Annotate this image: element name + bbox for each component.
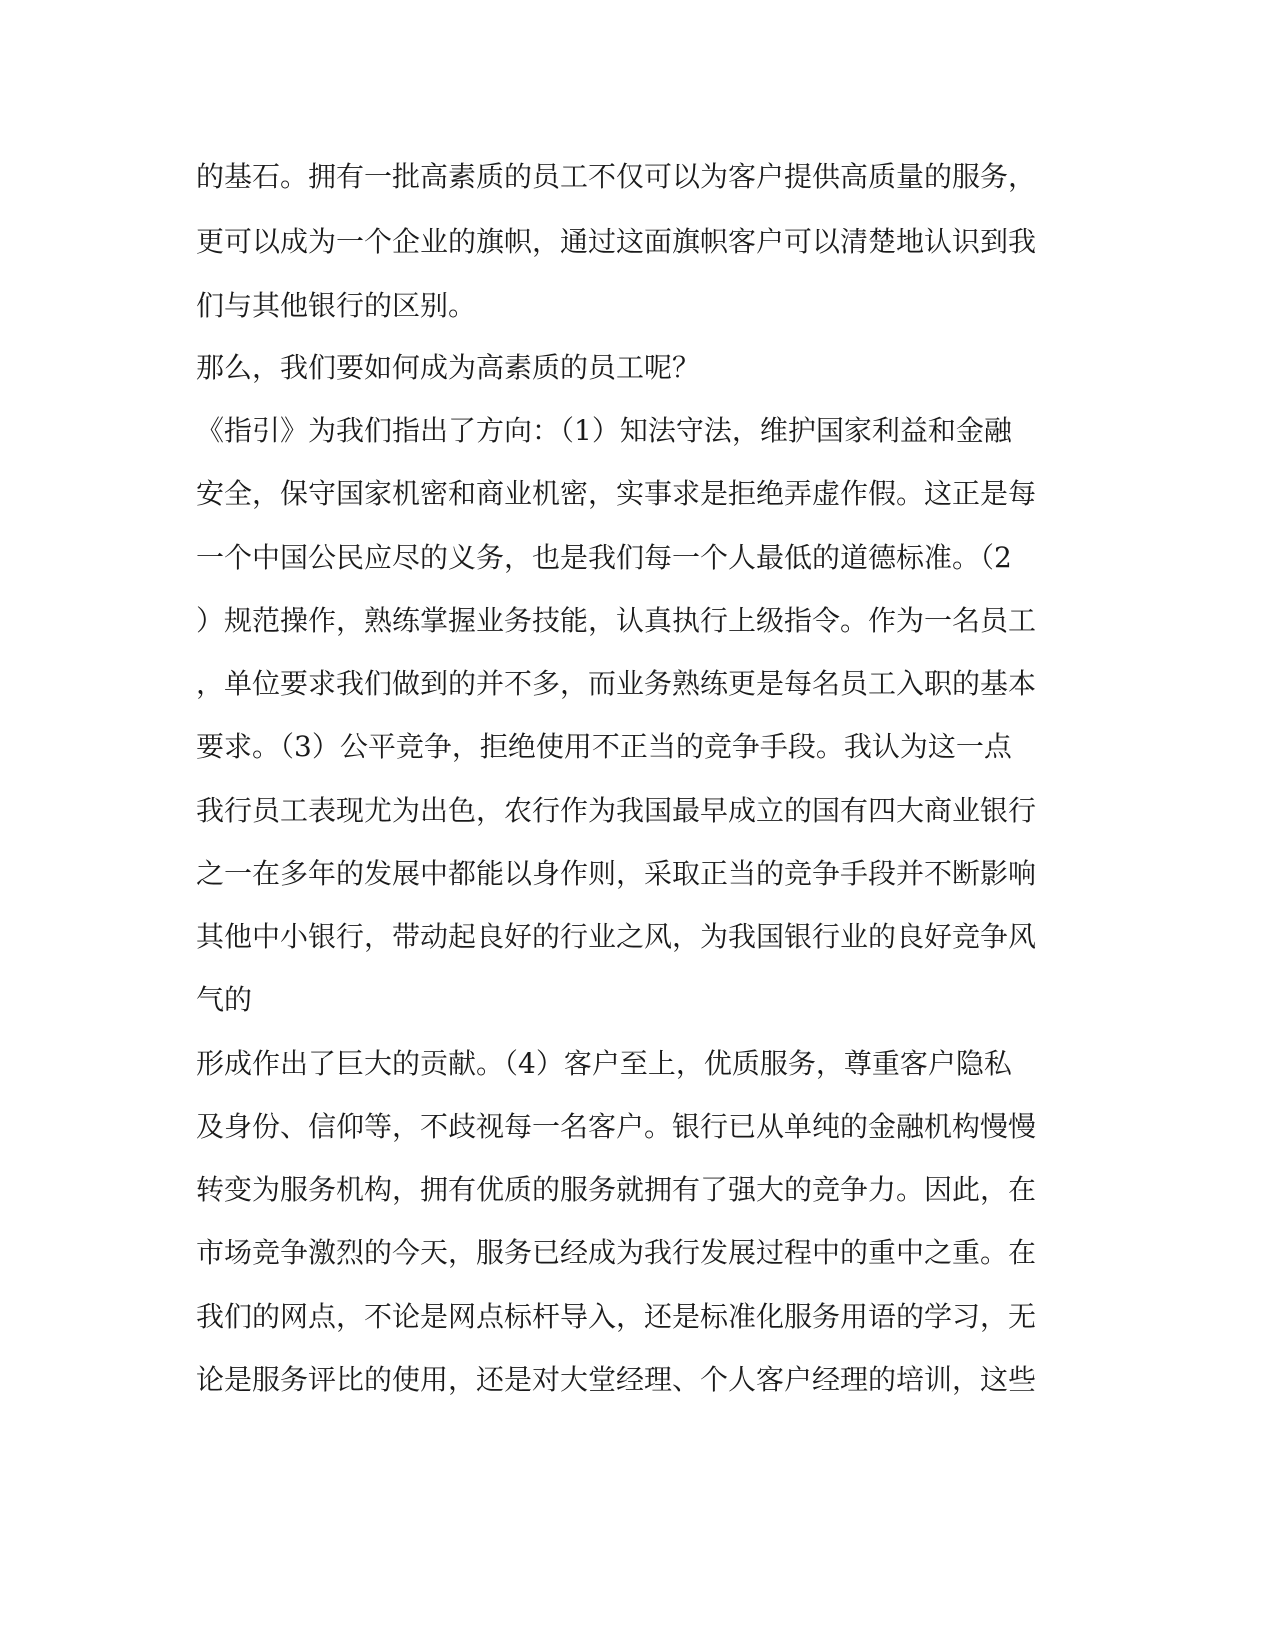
- text-line: 其他中小银行，带动起良好的行业之风，为我国银行业的良好竞争风: [196, 920, 1037, 953]
- text-line: 我行员工表现尤为出色，农行作为我国最早成立的国有四大商业银行: [196, 794, 1037, 827]
- text-line: 的基石。拥有一批高素质的员工不仅可以为客户提供高质量的服务，: [196, 160, 1037, 193]
- text-line: 一个中国公民应尽的义务，也是我们每一个人最低的道德标准。（2: [196, 541, 1012, 574]
- text-line: 及身份、信仰等，不歧视每一名客户。银行已从单纯的金融机构慢慢: [196, 1110, 1037, 1143]
- text-line: 要求。（3）公平竞争，拒绝使用不正当的竞争手段。我认为这一点: [196, 730, 1012, 763]
- text-line: 论是服务评比的使用，还是对大堂经理、个人客户经理的培训，这些: [196, 1363, 1037, 1396]
- text-line: ）规范操作，熟练掌握业务技能，认真执行上级指令。作为一名员工: [196, 604, 1037, 637]
- text-line: 形成作出了巨大的贡献。（4）客户至上，优质服务，尊重客户隐私: [196, 1047, 1012, 1080]
- text-line: 安全，保守国家机密和商业机密，实事求是拒绝弄虚作假。这正是每: [196, 477, 1037, 510]
- text-line: 们与其他银行的区别。: [196, 289, 477, 322]
- text-line: 转变为服务机构，拥有优质的服务就拥有了强大的竞争力。因此，在: [196, 1173, 1037, 1206]
- text-line: 《指引》为我们指出了方向：（1）知法守法，维护国家利益和金融: [196, 414, 1012, 447]
- text-line: 之一在多年的发展中都能以身作则，采取正当的竞争手段并不断影响: [196, 857, 1037, 890]
- text-line: 更可以成为一个企业的旗帜，通过这面旗帜客户可以清楚地认识到我: [196, 225, 1037, 258]
- text-line: 那么，我们要如何成为高素质的员工呢？: [196, 351, 701, 384]
- text-line: ，单位要求我们做到的并不多，而业务熟练更是每名员工入职的基本: [196, 667, 1037, 700]
- text-line: 我们的网点，不论是网点标杆导入，还是标准化服务用语的学习，无: [196, 1300, 1037, 1333]
- text-line: 气的: [196, 983, 253, 1016]
- text-line: 市场竞争激烈的今天，服务已经成为我行发展过程中的重中之重。在: [196, 1236, 1037, 1269]
